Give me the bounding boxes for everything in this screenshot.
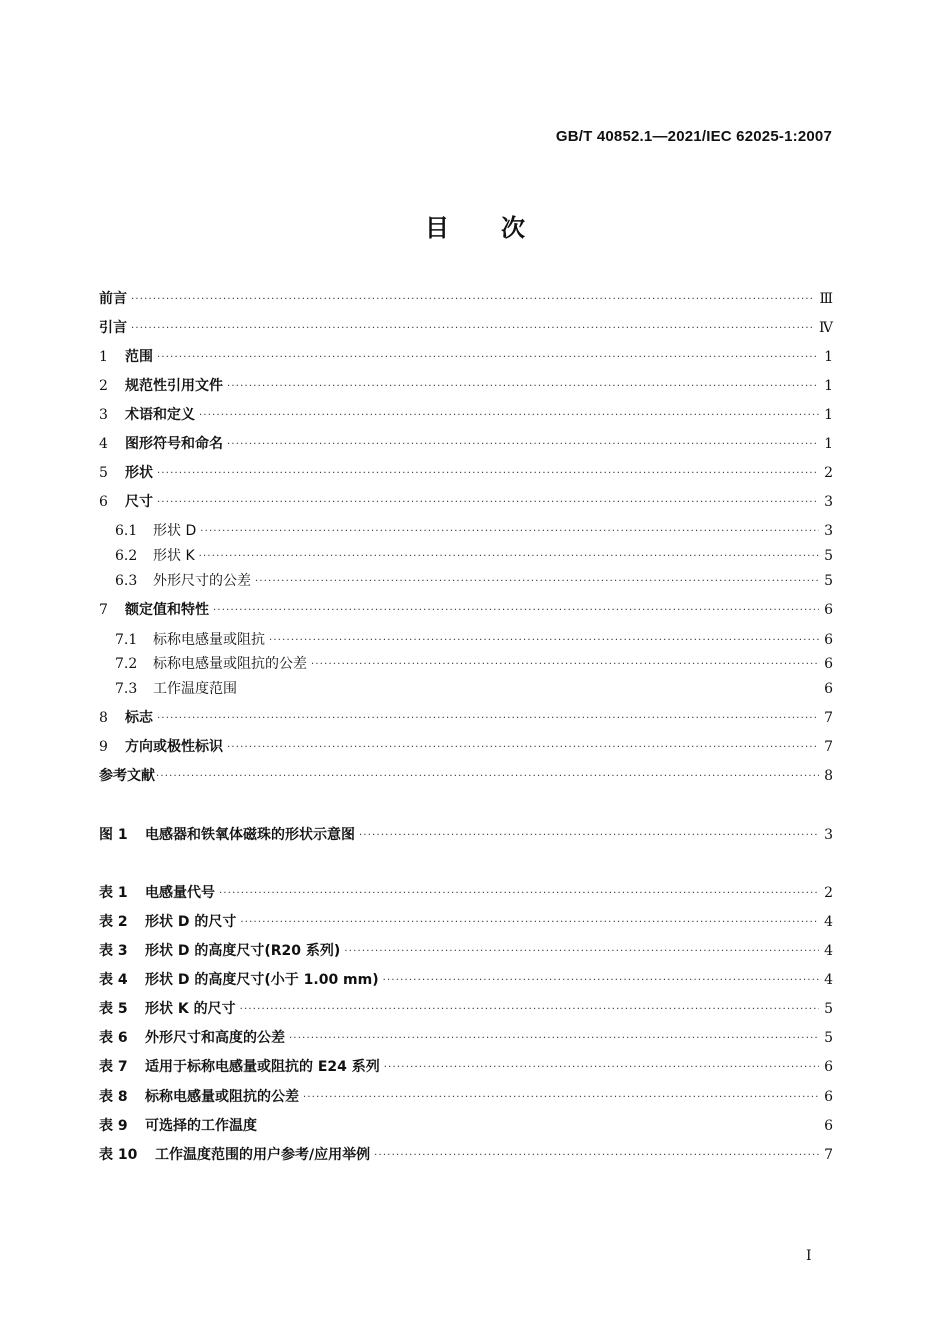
leader-dots (255, 574, 819, 590)
toc-entry[interactable] (99, 373, 833, 395)
table-list-entry[interactable] (99, 967, 833, 989)
leader-dots (131, 321, 815, 337)
table-label: 适用于标称电感量或阻抗的 E24 系列 (145, 1059, 380, 1075)
toc-entry-page: 8 (824, 768, 833, 784)
table-label: 形状 K 的尺寸 (145, 1001, 236, 1017)
toc-entry[interactable] (99, 344, 833, 366)
figure-label: 电感器和铁氧体磁珠的形状示意图 (145, 827, 355, 843)
table-page: 6 (824, 1089, 833, 1105)
toc-subentry[interactable] (115, 676, 833, 698)
table-label: 电感量代号 (145, 885, 215, 901)
table-page: 4 (824, 972, 833, 988)
toc-entry-page: 6 (824, 656, 833, 672)
leader-dots (157, 711, 819, 727)
toc-entry-number: 6.3 (115, 573, 138, 589)
table-list-entry[interactable] (99, 909, 833, 931)
toc-entry-number: 9 (99, 739, 108, 755)
table-label: 标称电感量或阻抗的公差 (145, 1089, 299, 1105)
leader-dots (384, 1060, 819, 1076)
toc-entry-page: 6 (824, 602, 833, 618)
table-number: 表 6 (99, 1030, 128, 1046)
leader-dots (219, 886, 819, 902)
table-page: 2 (824, 885, 833, 901)
toc-entry-number: 7 (99, 602, 108, 618)
toc-entry-number: 7.2 (115, 656, 138, 672)
table-page: 4 (824, 914, 833, 930)
toc-entry[interactable] (99, 489, 833, 511)
table-list-entry[interactable] (99, 1054, 833, 1076)
leader-dots (359, 828, 819, 844)
table-number: 表 4 (99, 972, 128, 988)
toc-entry-page: Ⅲ (819, 291, 833, 307)
leader-dots (227, 437, 819, 453)
toc-entry-page: 6 (824, 632, 833, 648)
leader-dots (269, 633, 819, 649)
table-label: 可选择的工作温度 (145, 1118, 257, 1134)
leader-dots (156, 769, 819, 785)
table-list-entry[interactable] (99, 1113, 833, 1135)
table-number: 表 7 (99, 1059, 128, 1075)
toc-entry[interactable] (99, 763, 833, 785)
toc-subentry[interactable] (115, 568, 833, 590)
toc-entry[interactable] (99, 431, 833, 453)
leader-dots (227, 379, 819, 395)
toc-entry-label: 外形尺寸的公差 (153, 573, 251, 589)
toc-entry[interactable] (99, 734, 833, 756)
toc-entry[interactable] (99, 402, 833, 424)
toc-entry-label: 规范性引用文件 (125, 378, 223, 394)
leader-dots (131, 292, 815, 308)
table-label: 形状 D 的尺寸 (145, 914, 237, 930)
table-page: 6 (824, 1059, 833, 1075)
table-number: 表 5 (99, 1001, 128, 1017)
toc-entry-page: 6 (824, 681, 833, 697)
toc-entry-label: 术语和定义 (125, 407, 195, 423)
table-number: 表 8 (99, 1089, 128, 1105)
table-list-entry[interactable] (99, 1025, 833, 1047)
toc-entry-number: 7.3 (115, 681, 138, 697)
toc-entry-label: 形状 K (153, 548, 195, 564)
table-list-entry[interactable] (99, 1142, 833, 1164)
toc-entry-label: 前言 (99, 291, 127, 307)
toc-entry-page: 1 (824, 349, 833, 365)
toc-entry-page: Ⅳ (819, 320, 833, 336)
table-number: 表 1 (99, 885, 128, 901)
toc-entry-label: 工作温度范围 (153, 681, 237, 697)
table-page: 4 (824, 943, 833, 959)
toc-subentry[interactable] (115, 627, 833, 649)
toc-entry[interactable] (99, 286, 833, 308)
toc-entry[interactable] (99, 597, 833, 619)
toc-entry-page: 7 (824, 739, 833, 755)
toc-entry-page: 1 (824, 378, 833, 394)
leader-dots (240, 1002, 819, 1018)
toc-entry-label: 方向或极性标识 (125, 739, 223, 755)
page-title: 目次 (425, 214, 577, 242)
leader-dots (227, 740, 819, 756)
leader-dots (311, 657, 819, 673)
leader-dots (303, 1090, 819, 1106)
table-page: 6 (824, 1118, 833, 1134)
standard-number-header: GB/T 40852.1—2021/IEC 62025-1:2007 (555, 128, 832, 145)
toc-entry[interactable] (99, 315, 833, 337)
toc-entry-number: 6.2 (115, 548, 138, 564)
toc-subentry[interactable] (115, 518, 833, 540)
table-label: 形状 D 的高度尺寸(R20 系列) (145, 943, 341, 959)
toc-entry-number: 3 (99, 407, 108, 423)
toc-entry-number: 7.1 (115, 632, 138, 648)
table-page: 5 (824, 1001, 833, 1017)
toc-entry-page: 5 (824, 573, 833, 589)
toc-entry-number: 1 (99, 349, 108, 365)
table-list-entry[interactable] (99, 880, 833, 902)
toc-entry[interactable] (99, 460, 833, 482)
leader-dots (374, 1148, 819, 1164)
table-label: 形状 D 的高度尺寸(小于 1.00 mm) (145, 972, 379, 988)
toc-entry-page: 2 (824, 465, 833, 481)
leader-dots (289, 1031, 819, 1047)
table-number: 表 10 (99, 1147, 138, 1163)
figure-number: 图 1 (99, 827, 128, 843)
toc-entry-number: 6 (99, 494, 108, 510)
toc-entry-page: 3 (824, 494, 833, 510)
toc-entry-label: 额定值和特性 (125, 602, 209, 618)
leader-dots (199, 408, 819, 424)
leader-dots (213, 603, 819, 619)
leader-dots (344, 944, 819, 960)
toc-entry-label: 范围 (125, 349, 153, 365)
toc-entry-page: 1 (824, 407, 833, 423)
table-list-entry[interactable] (99, 996, 833, 1018)
leader-dots (157, 495, 819, 511)
leader-dots (157, 466, 819, 482)
figure-list-entry[interactable] (99, 822, 833, 844)
toc-entry-number: 5 (99, 465, 108, 481)
toc-entry-label: 形状 D (153, 523, 197, 539)
table-label: 工作温度范围的用户参考/应用举例 (155, 1147, 371, 1163)
toc-entry-label: 参考文献 (99, 768, 155, 784)
leader-dots (383, 973, 819, 989)
toc-subentry[interactable] (115, 543, 833, 565)
toc-entry-label: 引言 (99, 320, 127, 336)
table-label: 外形尺寸和高度的公差 (145, 1030, 285, 1046)
toc-entry-page: 5 (824, 548, 833, 564)
toc-entry-page: 3 (824, 523, 833, 539)
toc-entry-number: 2 (99, 378, 108, 394)
toc-entry-label: 图形符号和命名 (125, 436, 223, 452)
toc-entry-number: 4 (99, 436, 108, 452)
toc-entry-label: 标志 (125, 710, 153, 726)
table-number: 表 3 (99, 943, 128, 959)
toc-entry-number: 6.1 (115, 523, 138, 539)
toc-entry-label: 尺寸 (125, 494, 153, 510)
leader-dots (157, 350, 819, 366)
table-page: 7 (824, 1147, 833, 1163)
table-number: 表 9 (99, 1118, 128, 1134)
table-list-entry[interactable] (99, 938, 833, 960)
table-list-entry[interactable] (99, 1084, 833, 1106)
toc-entry-label: 形状 (125, 465, 153, 481)
table-page: 5 (824, 1030, 833, 1046)
figure-page: 3 (824, 827, 833, 843)
table-number: 表 2 (99, 914, 128, 930)
page-number: I (806, 1248, 812, 1264)
toc-entry[interactable] (99, 705, 833, 727)
toc-entry-page: 1 (824, 436, 833, 452)
toc-entry-number: 8 (99, 710, 108, 726)
leader-dots (199, 549, 819, 565)
toc-entry-label: 标称电感量或阻抗的公差 (153, 656, 307, 672)
toc-subentry[interactable] (115, 651, 833, 673)
leader-dots (200, 524, 819, 540)
toc-entry-label: 标称电感量或阻抗 (153, 632, 265, 648)
toc-entry-page: 7 (824, 710, 833, 726)
leader-dots (240, 915, 819, 931)
